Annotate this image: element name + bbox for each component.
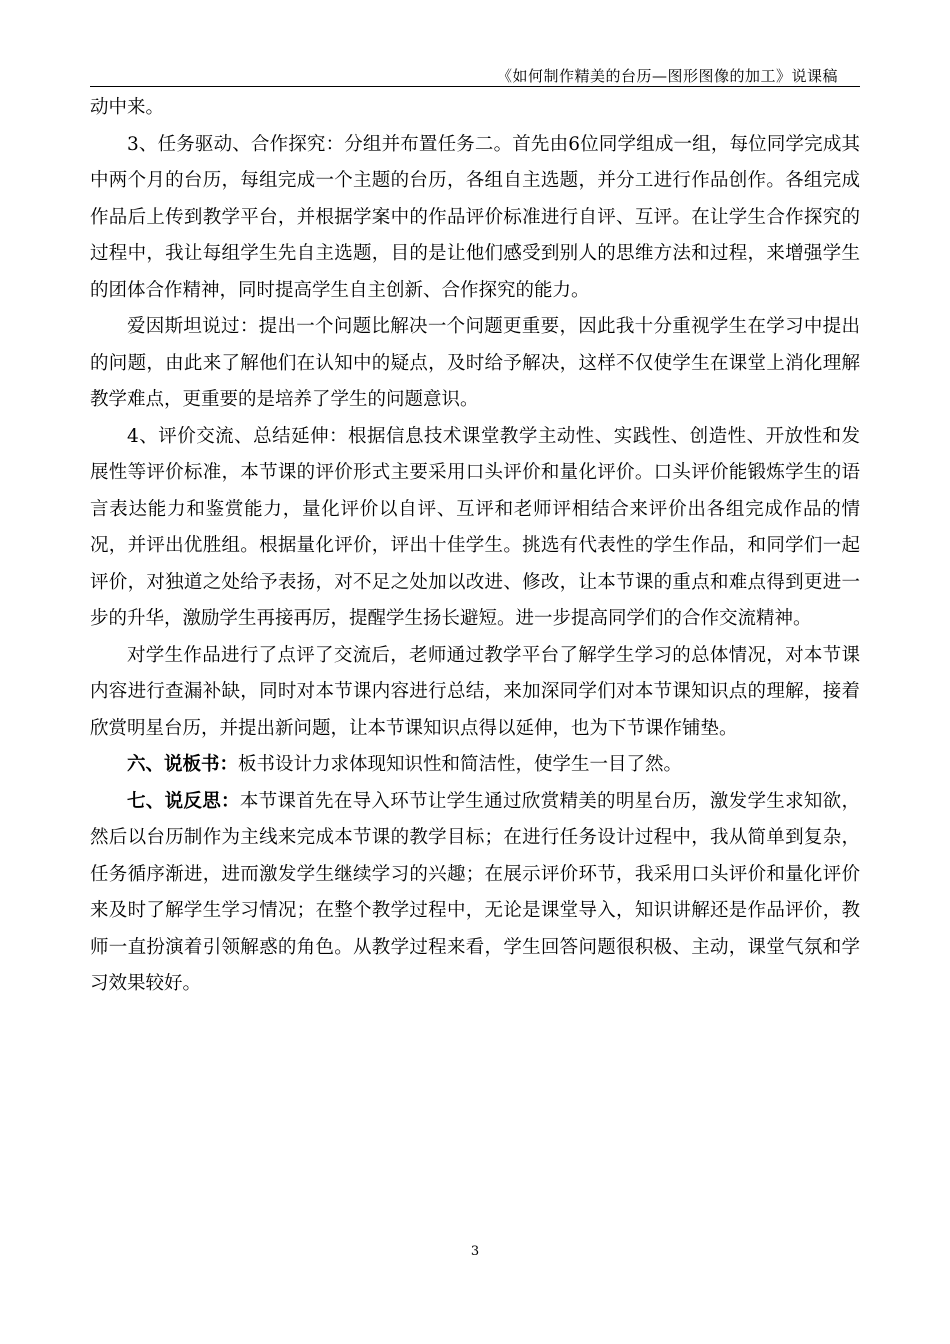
section-heading-blackboard: 六、说板书： <box>127 754 239 775</box>
paragraph-reflection-text: 本节课首先在导入环节让学生通过欣赏精美的明星台历，激发学生求知欲，然后以台历制作为主线来完成本节课的教学目标；在进行任务设计过程中，我从简单到复杂，任务循序渐进，进而激发学生继续学习的兴趣；在展示评价环节，我采用口头评价和量化评价来及时了解学生学习情况；在整个教学过程中，无论是课堂导入，知识讲解还是作品评价，教师一直扮演着引领解惑的角色。从教学过程来看，学生回答问题很积极、主动，课堂气氛和学习效果较好。 <box>90 790 860 994</box>
page-header <box>90 62 860 87</box>
header-title: 《如何制作精美的台历—图形图像的加工》说课稿 <box>496 67 838 85</box>
paragraph-summary: 对学生作品进行了点评了交流后，老师通过教学平台了解学生学习的总体情况，对本节课内容进行查漏补缺，同时对本节课内容进行总结，来加深同学们对本节课知识点的理解，接着欣赏明星台历，并提出新问题，让本节课知识点得以延伸，也为下节课作铺垫。 <box>90 644 860 739</box>
paragraph-evaluation: 4、评价交流、总结延伸：根据信息技术课堂教学主动性、实践性、创造性、开放性和发展性等评价标准，本节课的评价形式主要采用口头评价和量化评价。口头评价能锻炼学生的语言表达能力和鉴赏能力，量化评价以自评、互评和老师评相结合来评价出各组完成作品的情况，并评出优胜组。根据量化评价，评出十佳学生。挑选有代表性的学生作品，和同学们一起评价，对独道之处给予表扬，对不足之处加以改进、修改，让本节课的重点和难点得到更进一步的升华，激励学生再接再厉，提醒学生扬长避短。进一步提高同学们的合作交流精神。 <box>90 425 860 629</box>
paragraph-blackboard <box>90 747 860 784</box>
paragraph-reflection <box>90 784 860 1003</box>
paragraph-blackboard-text: 板书设计力求体现知识性和简洁性，使学生一目了然。 <box>238 754 683 775</box>
paragraph-continuation: 动中来。 <box>90 97 165 118</box>
paragraph-task-driven: 3、任务驱动、合作探究：分组并布置任务二。首先由6位同学组成一组，每位同学完成其中两个月的台历，每组完成一个主题的台历，各组自主选题，并分工进行作品创作。各组完成作品后上传到教学平台，并根据学案中的作品评价标准进行自评、互评。在让学生合作探究的过程中，我让每组学生先自主选题，目的是让他们感受到别人的思维方法和过程，来增强学生的团体合作精神，同时提高学生自主创新、合作探究的能力。 <box>90 133 860 301</box>
document-body <box>90 90 860 1003</box>
page-number: 3 <box>470 1244 480 1259</box>
section-heading-reflection: 七、说反思： <box>127 790 240 812</box>
paragraph-einstein-quote: 爱因斯坦说过：提出一个问题比解决一个问题更重要，因此我十分重视学生在学习中提出的问题，由此来了解他们在认知中的疑点，及时给予解决，这样不仅使学生在课堂上消化理解教学难点，更重要的是培养了学生的问题意识。 <box>90 316 860 410</box>
